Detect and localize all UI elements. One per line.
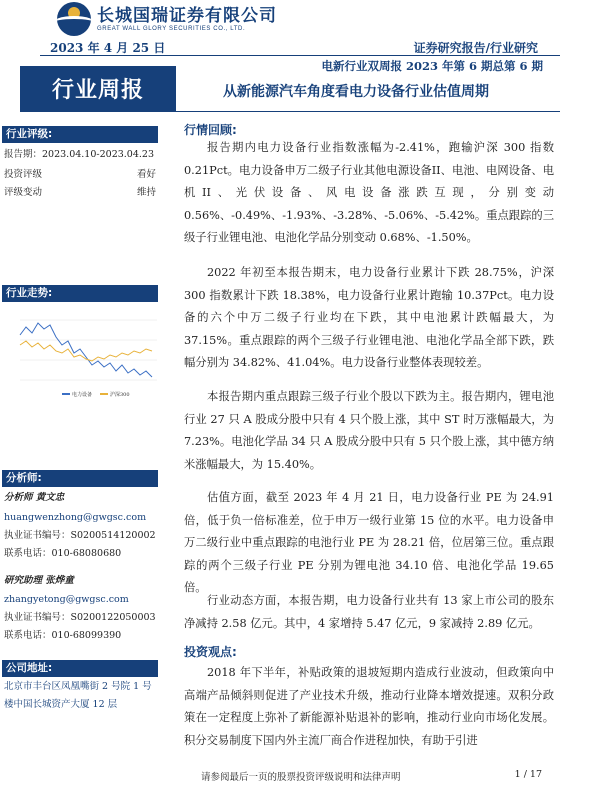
logo-icon <box>57 2 91 36</box>
analyst1-name: 分析师 黄文忠 <box>4 492 65 503</box>
footer-disclaimer: 请参阅最后一页的股票投资评级说明和法律声明 <box>201 772 401 783</box>
report-category: 证券研究报告/行业研究 <box>413 41 538 55</box>
report-period: 报告期：2023.04.10-2023.04.23 <box>4 149 154 160</box>
paragraph-3: 本报告期内重点跟踪三级子行业个股以下跌为主。报告期内，锂电池行业 27 只 A 股成分股中只有 4 只个股上涨，其中 ST 时万涨幅最大，为 7.23%。电池化学品 34 只 A 股成分股中只有 5 只个股上涨，其中德方纳米涨幅最大，为 15.40%。 <box>184 390 554 471</box>
paragraph-4: 估值方面，截至 2023 年 4 月 21 日，电力设备行业 PE 为 24.91 倍，低于负一倍标准差，位于申万一级行业第 15 位的水平。电力设备申万二级行业中重点跟踪的电池行业 PE 为 28.21 倍，位居第三位。重点跟踪的两个三级子行业 PE 分别为锂电池 34.10 倍、电池化学品 19.65 倍。 <box>184 491 554 594</box>
analyst1-email[interactable]: huangwenzhong@gwgsc.com <box>4 512 147 523</box>
analyst2-phone: 联系电话：010-68099390 <box>4 630 122 641</box>
report-title: 从新能源汽车角度看电力设备行业估值周期 <box>223 84 489 100</box>
logo-name-cn: 长城国瑞证券有限公司 <box>97 6 277 26</box>
section-review-heading: 行情回顾: <box>184 123 237 137</box>
company-address: 北京市丰台区凤凰嘴街 2 号院 1 号楼中国长城资产大厦 12 层 <box>4 681 152 710</box>
paragraph-6: 2018 年下半年，补贴政策的退坡短期内造成行业波动，但政策向中高端产品倾斜则促进了产业技术升级，推动行业降本增效提速。双积分政策在一定程度上弥补了新能源补贴退补的影响，推动行业向市场化发展。积分交易制度下国内外主流厂商合作进程加快，有助于引进 <box>184 666 554 747</box>
rating-change-row <box>4 184 156 198</box>
report-date: 2023 年 4 月 25 日 <box>50 41 166 55</box>
rating-label: 投资评级 <box>4 169 43 180</box>
analyst-heading: 分析师: <box>2 470 158 487</box>
paragraph-2: 2022 年初至本报告期末，电力设备行业累计下跌 28.75%，沪深 300 指数累计下跌 18.38%，电力设备行业累计跑输 10.37Pct。电力设备的六个中万二级子行业均在下跌，其中电池累计跌幅最大，为 37.15%。重点跟踪的两个三级子行业锂电池、电池化学品全部下跌，跌幅分别为 34.82%、41.04%。电力设备行业整体表现较差。 <box>184 266 554 369</box>
rating-change-label: 评级变动 <box>4 187 43 198</box>
trend-heading: 行业走势: <box>2 285 158 302</box>
title-divider <box>20 111 560 112</box>
rating-heading: 行业评级: <box>2 126 158 143</box>
section-viewpoint-heading: 投资观点: <box>184 645 237 659</box>
analyst1-cert: 执业证书编号：S0200514120002 <box>4 530 156 541</box>
legend-electric: 电力设备 <box>72 392 93 398</box>
legend-csi300: 沪深300 <box>110 392 130 398</box>
paragraph-5: 行业动态方面，本报告期，电力设备行业共有 13 家上市公司的股东净减持 2.58 亿元。其中，4 家增持 5.47 亿元，9 家减持 2.89 亿元。 <box>184 594 554 630</box>
analyst2-email[interactable]: zhangyetong@gwgsc.com <box>4 594 129 605</box>
issue-line: 电新行业双周报 2023 年第 6 期总第 6 期 <box>321 59 543 73</box>
company-logo <box>57 2 277 36</box>
industry-trend-chart <box>12 305 162 405</box>
rating-value: 看好 <box>136 169 156 180</box>
address-heading: 公司地址: <box>2 660 158 677</box>
rating-row <box>4 166 156 180</box>
analyst2-name: 研究助理 张烨童 <box>4 575 74 586</box>
paragraph-1: 报告期内电力设备行业指数涨幅为-2.41%，跑输沪深 300 指数 0.21Pct。电力设备申万二级子行业其他电源设备II、电池、电网设备、电机II、光伏设备、风电设备涨跌互现，分别变动 0.56%、-0.49%、-1.93%、-3.28%、-5.06%、-5.42%。重点跟踪的三级子行业锂电池、电池化学品分别变动 0.68%、-1.50%。 <box>184 141 554 244</box>
rating-change-value: 维持 <box>136 187 156 198</box>
analyst2-cert: 执业证书编号：S0200122050003 <box>4 612 156 623</box>
report-type-banner: 行业周报 <box>20 66 176 111</box>
header-divider <box>40 55 560 56</box>
page-number: 1 / 17 <box>514 769 542 780</box>
analyst1-phone: 联系电话：010-68080680 <box>4 548 122 559</box>
logo-name-en: GREAT WALL GLORY SECURITIES CO., LTD. <box>97 26 246 32</box>
